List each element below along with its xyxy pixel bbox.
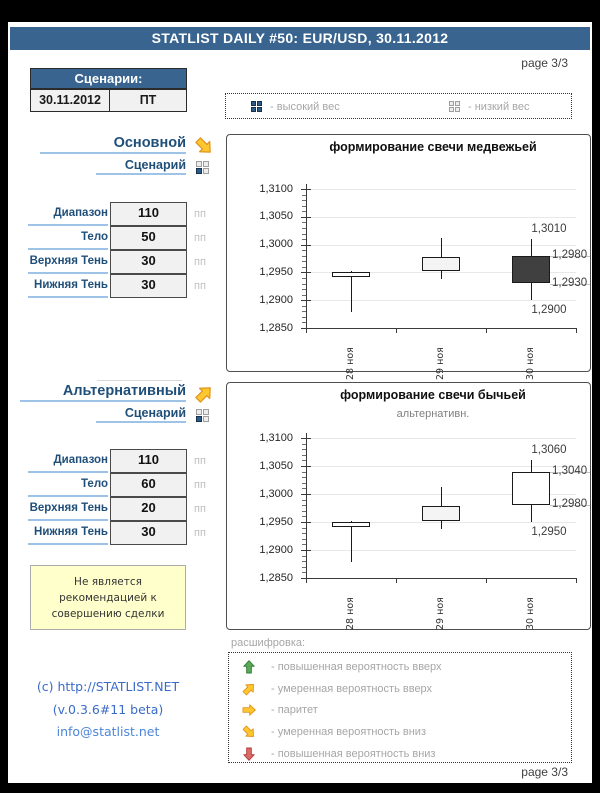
price-label: 1,2900 [531,304,567,317]
scenario-date-cell: 30.11.2012 [30,89,110,112]
y-tick-label: 1,3000 [259,238,293,251]
param-unit: пп [194,232,206,244]
arrow-right-icon [241,702,257,718]
y-tick-label: 1,3000 [259,487,293,500]
candle-body [332,272,370,276]
candle-body [422,506,460,521]
decoder-item-label: - паритет [271,704,318,716]
x-tick [396,328,397,333]
plot-area [227,135,590,380]
website-link[interactable]: (c) http://STATLIST.NET [36,679,180,694]
y-minor-tick [302,261,306,262]
empty-square [455,107,460,112]
low-weight-icon [449,101,460,112]
y-minor-tick [302,306,306,307]
param-label: Диапазон [28,449,108,473]
disclaimer-note [30,565,186,630]
param-value-box: 30 [110,521,187,545]
y-minor-tick [302,444,306,445]
x-category-label: 28 ноя [345,597,356,630]
x-category-label: 29 ноя [435,347,446,380]
filled-square [251,107,256,112]
y-minor-tick [302,472,306,473]
email-link[interactable]: info@statlist.net [56,724,160,739]
empty-square [455,101,460,106]
y-tick [301,245,311,246]
y-minor-tick [302,460,306,461]
main-scenario-title: Основной [40,135,186,154]
y-minor-tick [302,544,306,545]
param-label: Диапазон [28,202,108,226]
param-unit: пп [194,208,206,220]
note-line: рекомендацией к [59,591,157,604]
page-number-bottom: page 3/3 [521,765,568,779]
empty-square [196,161,202,167]
moderate-up-arrow-icon [193,383,215,405]
main-scenario-subtitle: Сценарий [96,158,186,175]
y-minor-tick [302,572,306,573]
y-tick [301,466,311,467]
y-tick-label: 1,3100 [259,182,293,195]
candle-body [332,522,370,527]
empty-square [449,107,454,112]
param-unit: пп [194,479,206,491]
decoder-item-label: - повышенная вероятность вверх [271,661,442,673]
price-label: 1,2950 [531,526,567,538]
scenarios-table-header: Сценарии: [30,68,187,89]
page-number-top: page 3/3 [521,56,568,70]
note-line: совершению сделки [51,607,165,620]
x-tick [576,328,577,333]
page-title: STATLIST DAILY #50: EUR/USD, 30.11.2012 [151,30,449,46]
y-minor-tick [302,539,306,540]
plot-area [227,383,590,629]
decoder-item-label: - умеренная вероятность вверх [271,683,433,695]
param-label: Нижняя Тень [28,274,108,298]
x-tick [306,578,307,583]
empty-square [203,416,209,422]
x-axis [306,578,577,579]
y-minor-tick [302,289,306,290]
y-minor-tick [302,455,306,456]
y-minor-tick [302,567,306,568]
y-gridline [306,189,576,190]
y-minor-tick [302,449,306,450]
param-label: Верхняя Тень [28,250,108,274]
decoder-item-label: - умеренная вероятность вниз [271,726,426,738]
y-axis [306,184,307,329]
price-label: 1,2980 [552,498,588,511]
alt-scenario-subtitle: Сценарий [96,406,186,423]
chart-title: формирование свечи медвежьей [329,140,537,154]
param-value-box: 110 [110,202,187,226]
arrow-up-right-icon [241,681,257,697]
param-unit: пп [194,503,206,515]
y-minor-tick [302,211,306,212]
y-tick [301,189,311,190]
y-minor-tick [302,234,306,235]
candle-wick [351,521,352,562]
empty-square [449,101,454,106]
y-tick [301,217,311,218]
y-gridline [306,550,576,551]
y-axis [306,433,307,579]
bullish-candle-chart [226,382,591,630]
y-tick [301,300,311,301]
y-gridline [306,300,576,301]
param-label: Тело [28,226,108,250]
x-category-label: 29 ноя [435,597,446,630]
x-tick [576,578,577,583]
empty-square [203,409,209,415]
y-minor-tick [302,511,306,512]
x-category-label: 30 ноя [525,597,536,630]
x-tick [306,328,307,333]
y-tick [301,494,311,495]
y-minor-tick [302,500,306,501]
candle-body [512,256,550,284]
decoder-item-label: - повышенная вероятность вниз [271,748,436,760]
y-gridline [306,438,576,439]
y-tick-label: 1,2850 [259,571,293,584]
price-label: 1,2930 [552,276,588,289]
y-minor-tick [302,488,306,489]
x-tick [396,578,397,583]
filled-square [257,107,262,112]
y-minor-tick [302,195,306,196]
y-tick [301,272,311,273]
param-value-box: 30 [110,274,187,298]
arrow-up-icon [241,659,257,675]
low-weight-label: - низкий вес [468,101,530,113]
price-label: 1,3010 [531,223,567,235]
y-minor-tick [302,284,306,285]
empty-square [203,168,209,174]
y-gridline [306,466,576,467]
y-minor-tick [302,317,306,318]
chart-title: формирование свечи бычьей [340,388,526,402]
y-minor-tick [302,278,306,279]
y-tick [301,438,311,439]
price-label: 1,3060 [531,444,567,457]
y-minor-tick [302,222,306,223]
param-value-box: 110 [110,449,187,473]
y-tick-label: 1,3050 [259,210,293,223]
arrow-down-icon [241,746,257,762]
y-minor-tick [302,533,306,534]
high-weight-icon [251,101,262,112]
y-gridline [306,217,576,218]
x-tick [486,578,487,583]
decoder-legend-title: расшифровка: [231,637,306,649]
price-label: 1,2980 [552,248,588,261]
param-unit: пп [194,455,206,467]
y-minor-tick [302,256,306,257]
filled-square [196,416,202,422]
y-minor-tick [302,295,306,296]
y-minor-tick [302,311,306,312]
y-tick-label: 1,2850 [259,321,293,334]
candle-wick [351,271,352,312]
scenario-weekday-cell: ПТ [109,89,187,112]
version-label: (v.0.3.6#11 beta) [52,702,164,717]
param-unit: пп [194,280,206,292]
x-tick [486,328,487,333]
y-minor-tick [302,561,306,562]
y-tick-label: 1,2900 [259,543,293,556]
high-weight-label: - высокий вес [270,101,340,113]
param-value-box: 30 [110,250,187,274]
param-label: Нижняя Тень [28,521,108,545]
alt-scenario-title: Альтернативный [20,383,186,402]
param-value-box: 60 [110,473,187,497]
y-minor-tick [302,516,306,517]
candle-body [512,472,550,506]
empty-square [196,409,202,415]
y-minor-tick [302,239,306,240]
y-minor-tick [302,483,306,484]
y-tick-label: 1,3050 [259,459,293,472]
filled-square [257,101,262,106]
param-label: Верхняя Тень [28,497,108,521]
param-label: Тело [28,473,108,497]
weight-legend-box [225,93,572,119]
x-category-label: 28 ноя [345,347,356,380]
param-value-box: 50 [110,226,187,250]
x-axis [306,328,577,329]
y-minor-tick [302,228,306,229]
divider-line [97,380,182,381]
y-minor-tick [302,505,306,506]
x-category-label: 30 ноя [525,347,536,380]
param-value-box: 20 [110,497,187,521]
note-line: Не является [74,575,142,588]
y-minor-tick [302,206,306,207]
price-label: 1,3040 [552,464,588,477]
param-unit: пп [194,256,206,268]
header-bar [10,27,590,50]
candle-body [422,257,460,272]
y-tick-label: 1,2900 [259,293,293,306]
y-minor-tick [302,250,306,251]
filled-square [251,101,256,106]
y-tick-label: 1,3100 [259,431,293,444]
y-minor-tick [302,528,306,529]
y-tick-label: 1,2950 [259,515,293,528]
filled-square [196,168,202,174]
y-minor-tick [302,556,306,557]
param-unit: пп [194,527,206,539]
y-minor-tick [302,322,306,323]
y-minor-tick [302,267,306,268]
arrow-down-right-icon [241,724,257,740]
decoder-legend-box [228,652,572,763]
chart-subtitle: альтернативн. [396,408,470,420]
weight-indicator-icon [196,161,209,174]
weight-indicator-icon [196,409,209,422]
y-minor-tick [302,477,306,478]
moderate-down-arrow-icon [193,135,215,157]
y-minor-tick [302,200,306,201]
empty-square [203,161,209,167]
y-tick [301,550,311,551]
y-tick-label: 1,2950 [259,265,293,278]
y-tick [301,522,311,523]
bearish-candle-chart [226,134,591,380]
